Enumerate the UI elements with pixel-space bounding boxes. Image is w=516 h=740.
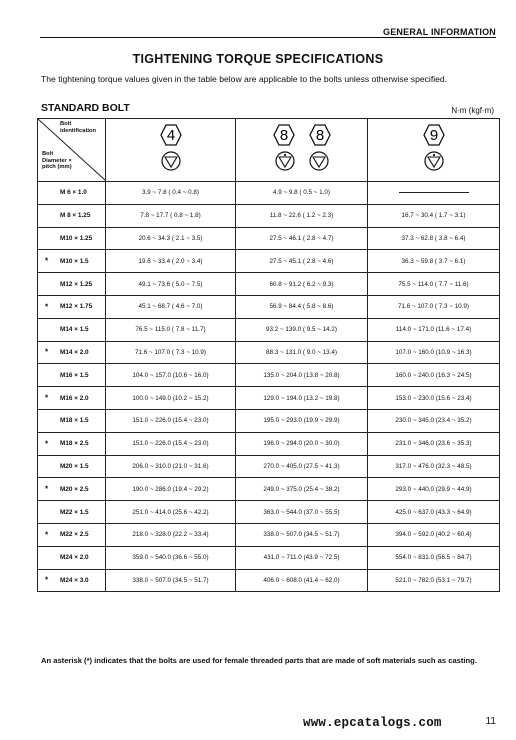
header-cell-grade-4 [106,119,236,182]
asterisk-marker: * [45,347,49,357]
torque-value-cell: 554.0 ~ 831.0 (56.5 ~ 84.7) [368,546,500,569]
torque-value-cell: 431.0 ~ 711.0 (43.9 ~ 72.5) [236,546,368,569]
bolt-head-triangle-icon [161,151,181,173]
torque-value-cell: 37.3 ~ 62.8 ( 3.8 ~ 6.4) [368,227,500,250]
bolt-diameter-text: M24 × 3.0 [60,576,89,584]
bolt-diameter-cell [38,341,106,364]
torque-value-cell: 20.6 ~ 34.3 ( 2.1 ~ 3.5) [106,227,236,250]
torque-value-cell: 107.0 ~ 160.0 (10.9 ~ 16.3) [368,341,500,364]
torque-value-cell: 293.0 ~ 440.0 (29.9 ~ 44.9) [368,478,500,501]
bolt-diameter-cell [38,501,106,524]
torque-value-cell: 11.8 ~ 22.6 ( 1.2 ~ 2.3) [236,204,368,227]
bolt-head-hexagon-icon [160,124,182,148]
bolt-diameter-cell [38,409,106,432]
table-row [38,478,500,501]
bolt-head-hexagon-icon [423,124,445,148]
bolt-diameter-cell [38,204,106,227]
torque-value-cell: 7.8 ~ 17.7 ( 0.8 ~ 1.8) [106,204,236,227]
corner-bottom-line: Bolt [42,151,54,157]
torque-value-cell: 206.0 ~ 310.0 (21.0 ~ 31.6) [106,455,236,478]
torque-value-cell: 359.0 ~ 540.0 (36.6 ~ 55.0) [106,546,236,569]
section-label: GENERAL INFORMATION [383,27,496,37]
dash-line [399,192,469,193]
corner-bottom-line: Diameter × [42,157,72,164]
header-cell-grade-9 [368,119,500,182]
torque-value-cell: 3.9 ~ 7.8 ( 0.4 ~ 0.8) [106,182,236,205]
unit-label: N·m (kgf·m) [451,106,494,115]
table-row [38,364,500,387]
header-cell-grade-8 [236,119,368,182]
torque-value-cell: 196.0 ~ 294.0 (20.0 ~ 30.0) [236,432,368,455]
bolt-diameter-cell [38,523,106,546]
asterisk-marker: * [45,484,49,494]
page-title: TIGHTENING TORQUE SPECIFICATIONS [132,52,384,66]
table-row [38,295,500,318]
bolt-diameter-cell [38,182,106,205]
table-row [38,455,500,478]
asterisk-marker: * [45,439,49,449]
header-rule [40,37,496,38]
bolt-diameter-text: M16 × 1.5 [60,371,89,379]
table-row [38,387,500,410]
bolt-diameter-cell [38,295,106,318]
torque-value-cell: 425.0 ~ 637.0 (43.3 ~ 64.9) [368,501,500,524]
torque-value-cell: 249.0 ~ 375.0 (25.4 ~ 38.2) [236,478,368,501]
bolt-diameter-text: M22 × 1.5 [60,508,89,516]
bolt-diameter-text: M24 × 2.0 [60,554,89,562]
bolt-diameter-text: M14 × 1.5 [60,326,89,334]
torque-value-cell: 27.5 ~ 45.1 ( 2.8 ~ 4.6) [236,250,368,273]
asterisk-marker: * [45,575,49,585]
torque-value-cell: 218.0 ~ 328.0 (22.2 ~ 33.4) [106,523,236,546]
footnote: An asterisk (*) indicates that the bolts are used for female threaded parts that are made of soft materials such as casting. [41,656,477,665]
table-row [38,250,500,273]
bolt-diameter-cell [38,318,106,341]
bolt-diameter-cell [38,569,106,592]
table-row [38,432,500,455]
corner-top-line: Bolt [60,121,72,127]
bolt-diameter-text: M 8 × 1.25 [60,212,91,220]
grade-mark-number: 8 [315,127,324,144]
bolt-head-triangle-dot-icon [275,151,295,173]
torque-table [37,118,500,592]
torque-value-cell: 4.9 ~ 9.8 ( 0.5 ~ 1.0) [236,182,368,205]
torque-value-cell: 317.0 ~ 476.0 (32.3 ~ 48.5) [368,455,500,478]
header-corner-cell [38,119,106,182]
torque-value-cell: 60.8 ~ 91.2 ( 6.2 ~ 9.3) [236,273,368,296]
bolt-diameter-cell [38,364,106,387]
torque-value-cell: 406.0 ~ 608.0 (41.4 ~ 62.0) [236,569,368,592]
asterisk-marker: * [45,256,49,266]
torque-value-cell: 231.0 ~ 346.0 (23.6 ~ 35.3) [368,432,500,455]
grade-mark-number: 4 [166,127,175,144]
grade-mark-number: 9 [429,127,438,144]
bolt-diameter-text: M22 × 2.5 [60,531,89,539]
table-row [38,501,500,524]
torque-value-cell: 251.0 ~ 414.0 (25.6 ~ 42.2) [106,501,236,524]
torque-value-cell: 76.5 ~ 115.0 ( 7.8 ~ 11.7) [106,318,236,341]
torque-value-cell: 49.1 ~ 73.6 ( 5.0 ~ 7.5) [106,273,236,296]
bolt-diameter-label [42,151,72,171]
bolt-diameter-text: M12 × 1.25 [60,280,93,288]
torque-value-cell: 190.0 ~ 286.0 (19.4 ~ 29.2) [106,478,236,501]
bolt-head-triangle-icon [309,151,329,173]
bolt-diameter-cell [38,546,106,569]
torque-value-cell: 129.0 ~ 194.0 (13.2 ~ 19.8) [236,387,368,410]
torque-value-cell: 45.1 ~ 68.7 ( 4.6 ~ 7.0) [106,295,236,318]
page-number: 11 [485,716,496,727]
table-row [38,546,500,569]
torque-value-cell: 521.0 ~ 782.0 (53.1 ~ 79.7) [368,569,500,592]
torque-value-cell: 114.0 ~ 171.0 (11.6 ~ 17.4) [368,318,500,341]
table-row [38,273,500,296]
torque-value-cell: 338.0 ~ 507.0 (34.5 ~ 51.7) [236,523,368,546]
corner-top-line: identification [60,127,97,134]
torque-value-cell: 363.0 ~ 544.0 (37.0 ~ 55.5) [236,501,368,524]
corner-bottom-line: pitch (mm) [42,164,72,171]
bolt-diameter-cell [38,387,106,410]
bolt-head-triangle-dot-icon [424,151,444,173]
not-applicable-cell [368,182,500,205]
table-row [38,569,500,592]
table-row [38,341,500,364]
torque-value-cell: 16.7 ~ 30.4 ( 1.7 ~ 3.1) [368,204,500,227]
bolt-diameter-cell [38,250,106,273]
table-row [38,318,500,341]
table-row [38,227,500,250]
torque-value-cell: 151.0 ~ 226.0 (15.4 ~ 23.0) [106,409,236,432]
table-header-row [38,119,500,182]
table-row [38,409,500,432]
bolt-diameter-cell [38,478,106,501]
torque-value-cell: 56.9 ~ 84.4 ( 5.8 ~ 8.6) [236,295,368,318]
torque-value-cell: 88.3 ~ 131.0 ( 9.0 ~ 13.4) [236,341,368,364]
website-watermark: www.epcatalogs.com [303,716,442,730]
bolt-diameter-text: M10 × 1.25 [60,234,93,242]
bolt-diameter-text: M18 × 1.5 [60,417,89,425]
torque-value-cell: 195.0 ~ 293.0 (19.9 ~ 29.9) [236,409,368,432]
torque-value-cell: 135.0 ~ 204.0 (13.8 ~ 20.8) [236,364,368,387]
bolt-diameter-cell [38,273,106,296]
torque-value-cell: 270.0 ~ 405.0 (27.5 ~ 41.3) [236,455,368,478]
bolt-diameter-text: M18 × 2.5 [60,440,89,448]
torque-value-cell: 93.2 ~ 139.0 ( 9.5 ~ 14.2) [236,318,368,341]
asterisk-marker: * [45,302,49,312]
table-row [38,182,500,205]
bolt-identification-label [60,121,96,134]
torque-value-cell: 27.5 ~ 46.1 ( 2.8 ~ 4.7) [236,227,368,250]
torque-value-cell: 19.6 ~ 33.4 ( 2.0 ~ 3.4) [106,250,236,273]
bolt-diameter-text: M 6 × 1.0 [60,189,87,197]
bolt-head-hexagon-icon [309,124,331,148]
table-row [38,523,500,546]
torque-value-cell: 151.0 ~ 226.0 (15.4 ~ 23.0) [106,432,236,455]
bolt-diameter-text: M14 × 2.0 [60,348,89,356]
bolt-diameter-text: M20 × 1.5 [60,462,89,470]
torque-value-cell: 160.0 ~ 240.0 (16.3 ~ 24.5) [368,364,500,387]
grade-mark-number: 8 [279,127,288,144]
asterisk-marker: * [45,393,49,403]
torque-value-cell: 75.5 ~ 114.0 ( 7.7 ~ 11.6) [368,273,500,296]
asterisk-marker: * [45,530,49,540]
torque-value-cell: 71.6 ~ 107.0 ( 7.3 ~ 10.9) [106,341,236,364]
intro-text: The tightening torque values given in the table below are applicable to the bolts unless otherwise specified. [41,74,448,84]
section-subheading: STANDARD BOLT [41,102,130,114]
bolt-diameter-text: M10 × 1.5 [60,257,89,265]
torque-value-cell: 71.6 ~ 107.0 ( 7.3 ~ 10.9) [368,295,500,318]
bolt-diameter-cell [38,227,106,250]
torque-value-cell: 394.0 ~ 592.0 (40.2 ~ 60.4) [368,523,500,546]
bolt-diameter-text: M20 × 2.5 [60,485,89,493]
bolt-diameter-text: M12 × 1.75 [60,303,93,311]
torque-value-cell: 338.0 ~ 507.0 (34.5 ~ 51.7) [106,569,236,592]
torque-value-cell: 100.0 ~ 149.0 (10.2 ~ 15.2) [106,387,236,410]
bolt-diameter-cell [38,455,106,478]
torque-value-cell: 153.0 ~ 230.0 (15.6 ~ 23.4) [368,387,500,410]
torque-value-cell: 104.0 ~ 157.0 (10.6 ~ 16.0) [106,364,236,387]
table-row [38,204,500,227]
bolt-diameter-text: M16 × 2.0 [60,394,89,402]
bolt-head-hexagon-icon [273,124,295,148]
torque-value-cell: 36.3 ~ 59.8 ( 3.7 ~ 6.1) [368,250,500,273]
bolt-diameter-cell [38,432,106,455]
torque-value-cell: 230.0 ~ 345.0 (23.4 ~ 35.2) [368,409,500,432]
